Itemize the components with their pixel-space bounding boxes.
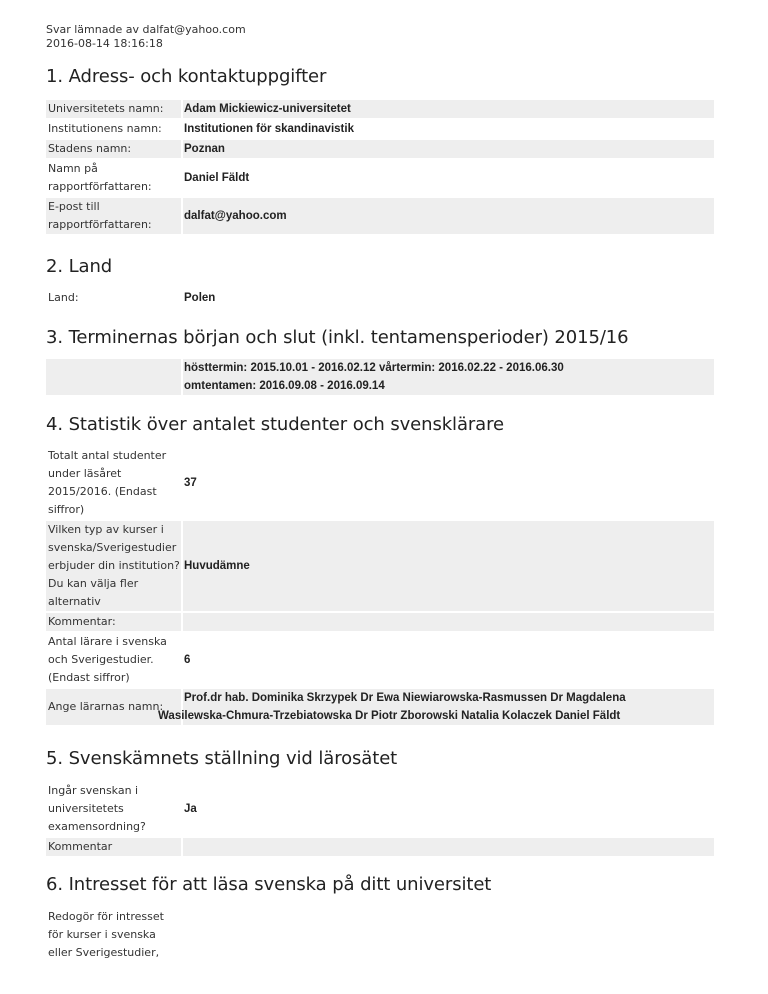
field-label: Ange lärarnas namn:: [46, 689, 181, 725]
field-value: Ja: [184, 803, 197, 815]
field-value: Huvudämne: [183, 521, 714, 611]
field-value: Adam Mickiewicz-universitetet: [183, 100, 714, 118]
table-row: [46, 447, 714, 519]
field-label: Universitetets namn:: [46, 100, 181, 118]
section-2-title: 2. Land: [46, 256, 113, 277]
field-label: Stadens namn:: [46, 140, 181, 158]
field-value: [183, 908, 714, 962]
table-row: [46, 160, 714, 196]
table-row: [46, 613, 714, 631]
table-row: [46, 689, 714, 725]
table-row: [46, 140, 714, 158]
field-label: E-post till rapportförfattaren:: [46, 198, 181, 234]
field-label: Kommentar:: [46, 613, 181, 631]
table-row: [46, 288, 714, 308]
submission-timestamp: 2016-08-14 18:16:18: [46, 37, 163, 50]
submitted-by-text: Svar lämnade av dalfat@yahoo.com: [46, 23, 246, 36]
table-row: [46, 633, 714, 687]
field-value: 6: [184, 654, 191, 666]
section-4-table: [46, 445, 714, 727]
field-label: Antal lärare i svenska och Sverigestudier. (Endast siffror): [48, 635, 167, 684]
field-value: [158, 689, 714, 725]
field-label: Totalt antal studenter under läsåret 2015/2016. (Endast siffror): [48, 449, 167, 516]
field-label: Redogör för intresset för kurser i svenska eller Sverigestudier,: [48, 910, 164, 959]
section-6-table: [46, 906, 714, 964]
teacher-names-line-2: Wasilewska-Chmura-Trzebiatowska Dr Piotr Zborowski Natalia Kolaczek Daniel Fäldt: [158, 710, 621, 722]
field-value: [183, 838, 714, 856]
table-row: [46, 120, 714, 138]
teacher-names-line-1: Prof.dr hab. Dominika Skrzypek Dr Ewa Niewiarowska-Rasmussen Dr Magdalena: [184, 692, 626, 704]
section-1-title: 1. Adress- och kontaktuppgifter: [46, 66, 327, 87]
field-value: [183, 613, 714, 631]
field-value: 37: [184, 477, 197, 489]
table-row: [46, 908, 714, 962]
field-label: Institutionens namn:: [48, 122, 162, 135]
section-5-table: [46, 780, 714, 858]
field-label: Vilken typ av kurser i svenska/Sverigestudier erbjuder din institution?Du kan välja fler alternativ: [46, 521, 181, 611]
field-label: [46, 359, 181, 395]
section-1-table: [46, 98, 714, 236]
field-label: Ingår svenskan i universitetets examensordning?: [48, 784, 146, 833]
section-2-table: [46, 286, 714, 310]
field-label: Land:: [48, 291, 79, 304]
table-row: [46, 359, 714, 395]
section-3-title: 3. Terminernas början och slut (inkl. tentamensperioder) 2015/16: [46, 327, 629, 348]
retake-dates-line: omtentamen: 2016.09.08 - 2016.09.14: [184, 380, 385, 392]
field-label: Namn på rapportförfattaren:: [48, 162, 152, 193]
field-value: Poznan: [183, 140, 714, 158]
section-6-title: 6. Intresset för att läsa svenska på ditt universitet: [46, 874, 492, 895]
field-label: Kommentar: [46, 838, 181, 856]
term-dates-line: hösttermin: 2015.10.01 - 2016.02.12 vårtermin: 2016.02.22 - 2016.06.30: [184, 362, 564, 374]
field-value: Polen: [184, 292, 216, 304]
table-row: [46, 521, 714, 611]
section-5-title: 5. Svenskämnets ställning vid lärosätet: [46, 748, 398, 769]
field-value: Daniel Fäldt: [184, 172, 250, 184]
table-row: [46, 198, 714, 234]
section-4-title: 4. Statistik över antalet studenter och svensklärare: [46, 414, 504, 435]
section-3-table: [46, 357, 714, 397]
table-row: [46, 838, 714, 856]
field-value: Institutionen för skandinavistik: [184, 123, 354, 135]
field-value: [183, 359, 714, 395]
table-row: [46, 782, 714, 836]
field-value: dalfat@yahoo.com: [183, 198, 714, 234]
submission-meta: [46, 23, 246, 51]
table-row: [46, 100, 714, 118]
